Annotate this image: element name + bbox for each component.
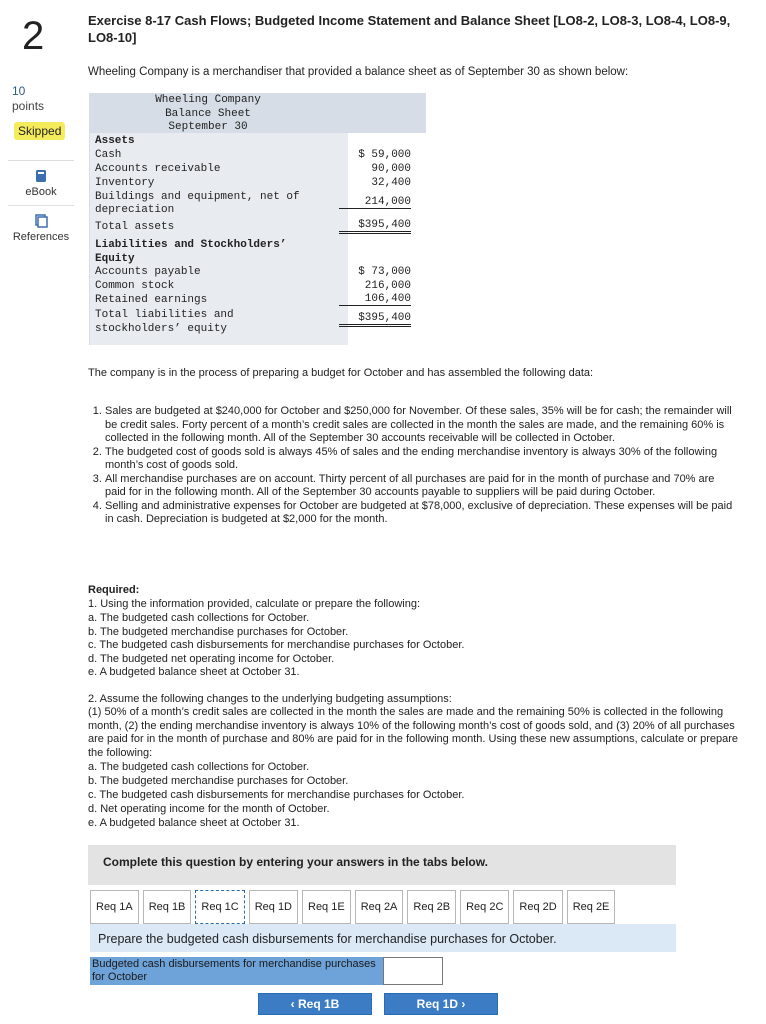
bs-cash-value: $ 59,000 xyxy=(358,149,411,161)
bs-ar-label: Accounts receivable xyxy=(95,163,221,175)
required-part1-line: d. The budgeted net operating income for October. xyxy=(88,653,335,665)
book-icon xyxy=(34,169,48,183)
required-part2-line: b. The budgeted merchandise purchases for October. xyxy=(88,775,349,787)
next-button[interactable] xyxy=(384,993,498,1015)
bs-tl-value: $395,400 xyxy=(339,312,411,327)
tab-req-2e[interactable]: Req 2E xyxy=(567,890,616,924)
bs-bld-value: 214,000 xyxy=(339,196,411,209)
bs-re-label: Retained earnings xyxy=(95,294,208,306)
bs-inv-label: Inventory xyxy=(95,177,155,189)
ebook-link[interactable] xyxy=(8,160,74,198)
status-badge: Skipped xyxy=(14,122,65,140)
bs-assets-heading: Assets xyxy=(95,135,135,147)
bs-cs-value: 216,000 xyxy=(364,280,411,292)
balance-sheet-header xyxy=(90,93,426,133)
ebook-label: eBook xyxy=(25,186,57,198)
complete-banner: Complete this question by entering your answers in the tabs below. xyxy=(88,845,676,885)
chevron-left-icon: ‹ xyxy=(290,997,295,1011)
tab-req-1b[interactable]: Req 1B xyxy=(143,890,192,924)
chevron-right-icon: › xyxy=(461,997,466,1011)
bs-bld-label2: depreciation xyxy=(95,204,175,216)
required-part2-line: c. The budgeted cash disbursements for merchandise purchases for October. xyxy=(88,789,465,801)
bs-total-assets-label: Total assets xyxy=(95,221,175,233)
list-item: 2. The budgeted cost of goods sold is always 45% of sales and the ending merchandise inventory is always 30% of the following month’s cost of goods sold. xyxy=(105,446,738,473)
tab-req-2d[interactable]: Req 2D xyxy=(513,890,562,924)
required-part2-line: d. Net operating income for the month of October. xyxy=(88,803,330,815)
bs-re-value: 106,400 xyxy=(339,293,411,306)
bs-title: Balance Sheet xyxy=(165,107,251,120)
bs-total-assets-value: $395,400 xyxy=(339,219,411,234)
bs-ap-label: Accounts payable xyxy=(95,266,201,278)
prev-label: Req 1B xyxy=(298,997,340,1011)
points-value: 10 xyxy=(12,84,26,98)
required-part2-body: (1) 50% of a month’s credit sales are collected in the month the sales are made and the remaining 50% is collected in the following month, (2) the ending merchandise inventory is always 10% of the following month’s cost of goods sold, and (3) 20% of all purchases are paid for in the month of purchase and 80% are paid for in the following month. Using these new assumptions, calculate or prepare the following: xyxy=(88,706,738,759)
tab-req-1c[interactable]: Req 1C xyxy=(195,890,244,924)
required-part2-line: a. The budgeted cash collections for October. xyxy=(88,761,310,773)
required-heading: Required: xyxy=(88,584,140,596)
required-part1-line: c. The budgeted cash disbursements for merchandise purchases for October. xyxy=(88,639,465,651)
budget-intro: The company is in the process of preparing a budget for October and has assembled the following data: xyxy=(88,367,594,379)
prev-button[interactable] xyxy=(258,993,372,1015)
required-part1-line: b. The budgeted merchandise purchases for October. xyxy=(88,626,349,638)
required-part1-line: 1. Using the information provided, calculate or prepare the following: xyxy=(88,598,421,610)
required-part1-line: e. A budgeted balance sheet at October 31. xyxy=(88,666,300,678)
bs-tl-label1: Total liabilities and xyxy=(95,309,234,321)
references-icon xyxy=(34,214,48,228)
question-number: 2 xyxy=(22,14,45,58)
tab-req-2a[interactable]: Req 2A xyxy=(355,890,404,924)
bs-bld-label1: Buildings and equipment, net of xyxy=(95,191,300,203)
bs-tl-label2: stockholders’ equity xyxy=(95,323,228,335)
tab-req-2b[interactable]: Req 2B xyxy=(407,890,456,924)
references-label: References xyxy=(12,231,70,243)
assumptions-list xyxy=(88,405,738,527)
tab-req-1d[interactable]: Req 1D xyxy=(249,890,298,924)
list-item: 3. All merchandise purchases are on account. Thirty percent of all purchases are paid for in the month of purchase and 70% are paid for in the following month. All of the September 30 accounts payable to suppliers will be paid during October. xyxy=(105,473,738,500)
required-part2-intro: 2. Assume the following changes to the underlying budgeting assumptions: xyxy=(88,693,452,705)
required-part2-line: e. A budgeted balance sheet at October 31. xyxy=(88,817,300,829)
bs-date: September 30 xyxy=(168,121,248,133)
bs-cash-label: Cash xyxy=(95,149,122,161)
balance-sheet xyxy=(89,93,425,345)
tab-req-1e[interactable]: Req 1E xyxy=(302,890,351,924)
req-tabs xyxy=(90,890,615,924)
tab-prompt: Prepare the budgeted cash disbursements for merchandise purchases for October. xyxy=(90,924,676,952)
bs-ar-value: 90,000 xyxy=(371,163,411,175)
bs-inv-value: 32,400 xyxy=(371,177,411,189)
list-item: 4. Selling and administrative expenses for October are budgeted at $78,000, exclusive of depreciation. These expenses will be paid in cash. Depreciation is budgeted at $2,000 for the month. xyxy=(105,500,738,527)
list-item: 1. Sales are budgeted at $240,000 for October and $250,000 for November. Of these sales, 35% will be for cash; the remainder will be credit sales. Forty percent of a month’s credit sales are collected in the month the sales are made, and the remaining 60% is collected in the following month. All of the September 30 accounts receivable will be collected in October. xyxy=(105,405,738,446)
answer-input[interactable] xyxy=(383,957,443,985)
bs-ap-value: $ 73,000 xyxy=(358,266,411,278)
tab-req-2c[interactable]: Req 2C xyxy=(460,890,509,924)
bs-cs-label: Common stock xyxy=(95,280,175,292)
bs-company: Wheeling Company xyxy=(155,94,261,106)
bs-liab-heading2: Equity xyxy=(95,253,135,265)
next-label: Req 1D xyxy=(416,997,458,1011)
intro-text: Wheeling Company is a merchandiser that provided a balance sheet as of September 30 as shown below: xyxy=(88,66,629,78)
points-label: points xyxy=(12,99,45,113)
required-part1-line: a. The budgeted cash collections for October. xyxy=(88,612,310,624)
references-link[interactable] xyxy=(8,205,74,243)
bs-liab-heading1: Liabilities and Stockholders’ xyxy=(95,239,287,251)
exercise-title: Exercise 8-17 Cash Flows; Budgeted Income Statement and Balance Sheet [LO8-2, LO8-3, LO8-4, LO8-9, LO8-10] xyxy=(88,13,731,45)
tab-req-1a[interactable]: Req 1A xyxy=(90,890,139,924)
answer-label: Budgeted cash disbursements for merchandise purchases for October xyxy=(90,957,383,985)
